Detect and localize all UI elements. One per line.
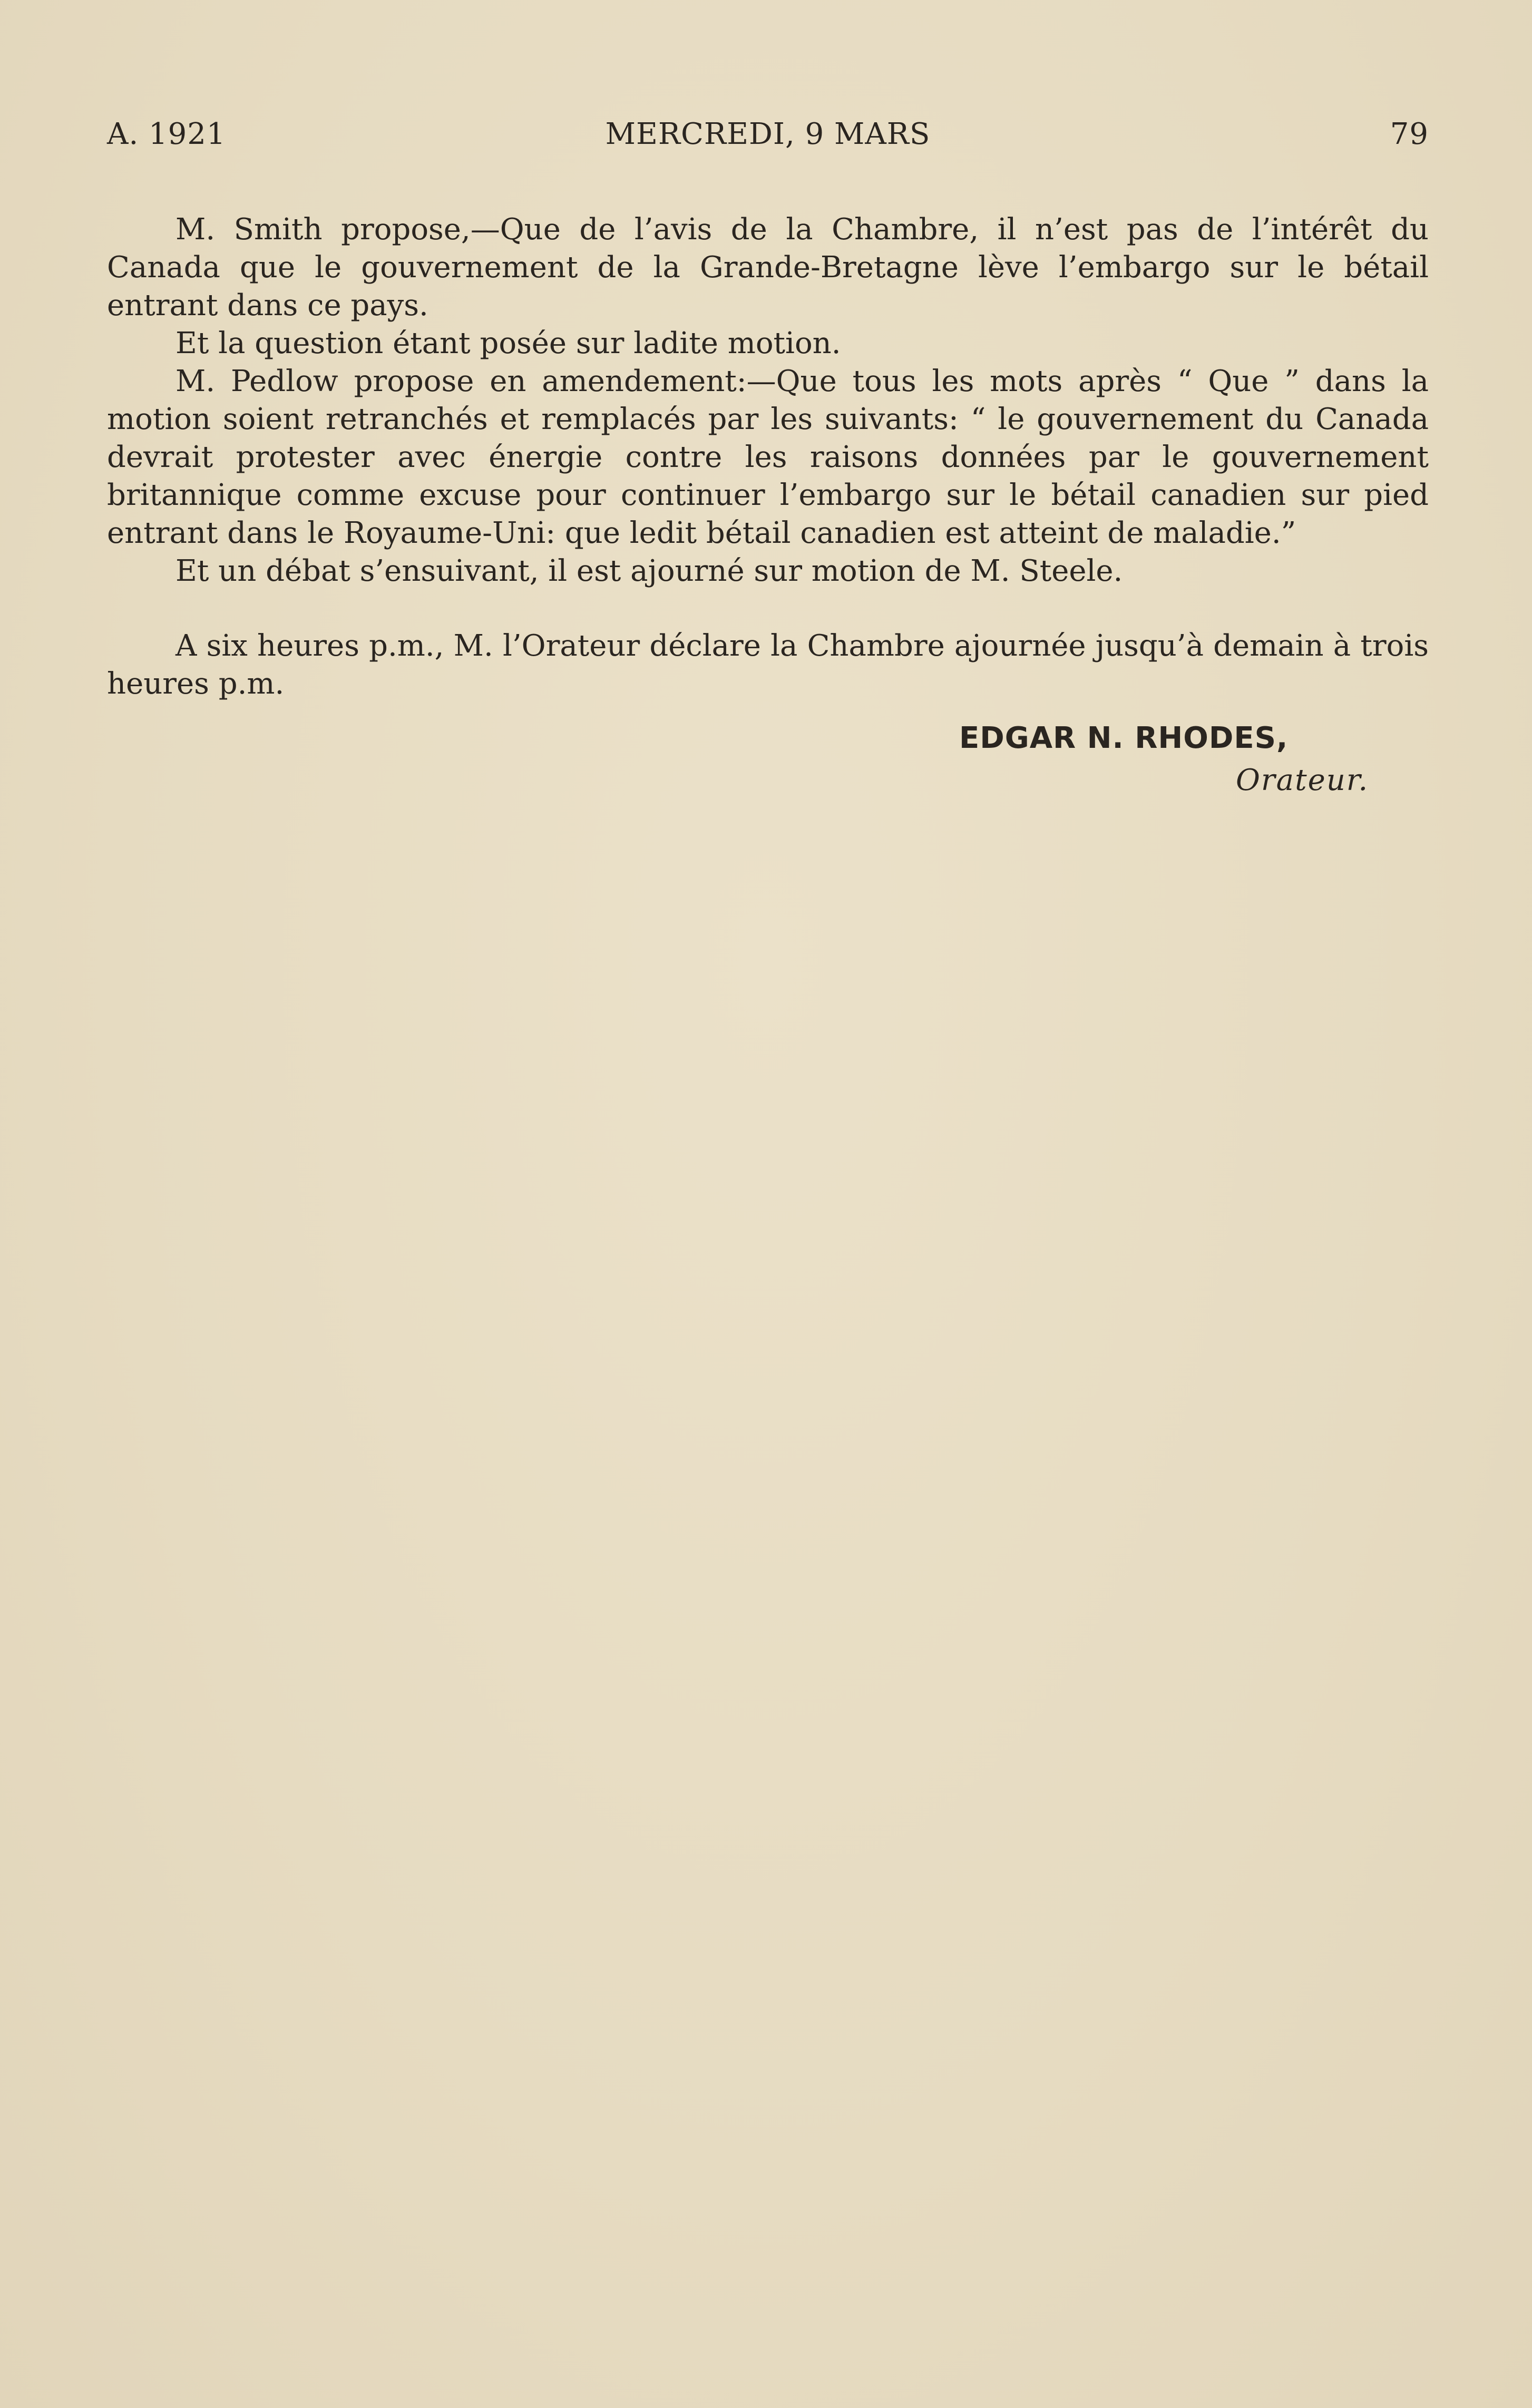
signature-title: Orateur. bbox=[1236, 763, 1369, 797]
header-year: A. 1921 bbox=[107, 117, 226, 151]
header-date: MERCREDI, 9 MARS bbox=[605, 117, 931, 151]
page-header bbox=[107, 117, 1429, 159]
paragraph-smith-motion: M. Smith propose,—Que de l’avis de la Chambre, il n’est pas de l’intérêt du Canada que le gouvernement de la Grande-Bretagne lève l’embargo sur le bétail entrant dans ce pays. bbox=[107, 212, 1429, 323]
paragraph-adjournment: A six heures p.m., M. l’Orateur déclare la Chambre ajournée jusqu’à demain à trois heures p.m. bbox=[107, 629, 1429, 701]
page-number: 79 bbox=[1390, 117, 1429, 151]
paragraph-debate: Et un débat s’ensuivant, il est ajourné sur motion de M. Steele. bbox=[175, 554, 1123, 588]
body-text bbox=[107, 211, 1429, 703]
paragraph-pedlow-amendment: M. Pedlow propose en amendement:—Que tous les mots après “ Que ” dans la motion soient retranchés et remplacés par les suivants: “ le gouvernement du Canada devrait protester avec énergie contre les raisons données par le gouvernement britannique comme excuse pour continuer l’embargo sur le bétail canadien sur pied entrant dans le Royaume-Uni: que ledit bétail canadien est atteint de maladie.” bbox=[107, 364, 1429, 550]
paragraph-question: Et la question étant posée sur ladite motion. bbox=[175, 326, 841, 360]
signature-name: EDGAR N. RHODES, bbox=[959, 721, 1289, 755]
